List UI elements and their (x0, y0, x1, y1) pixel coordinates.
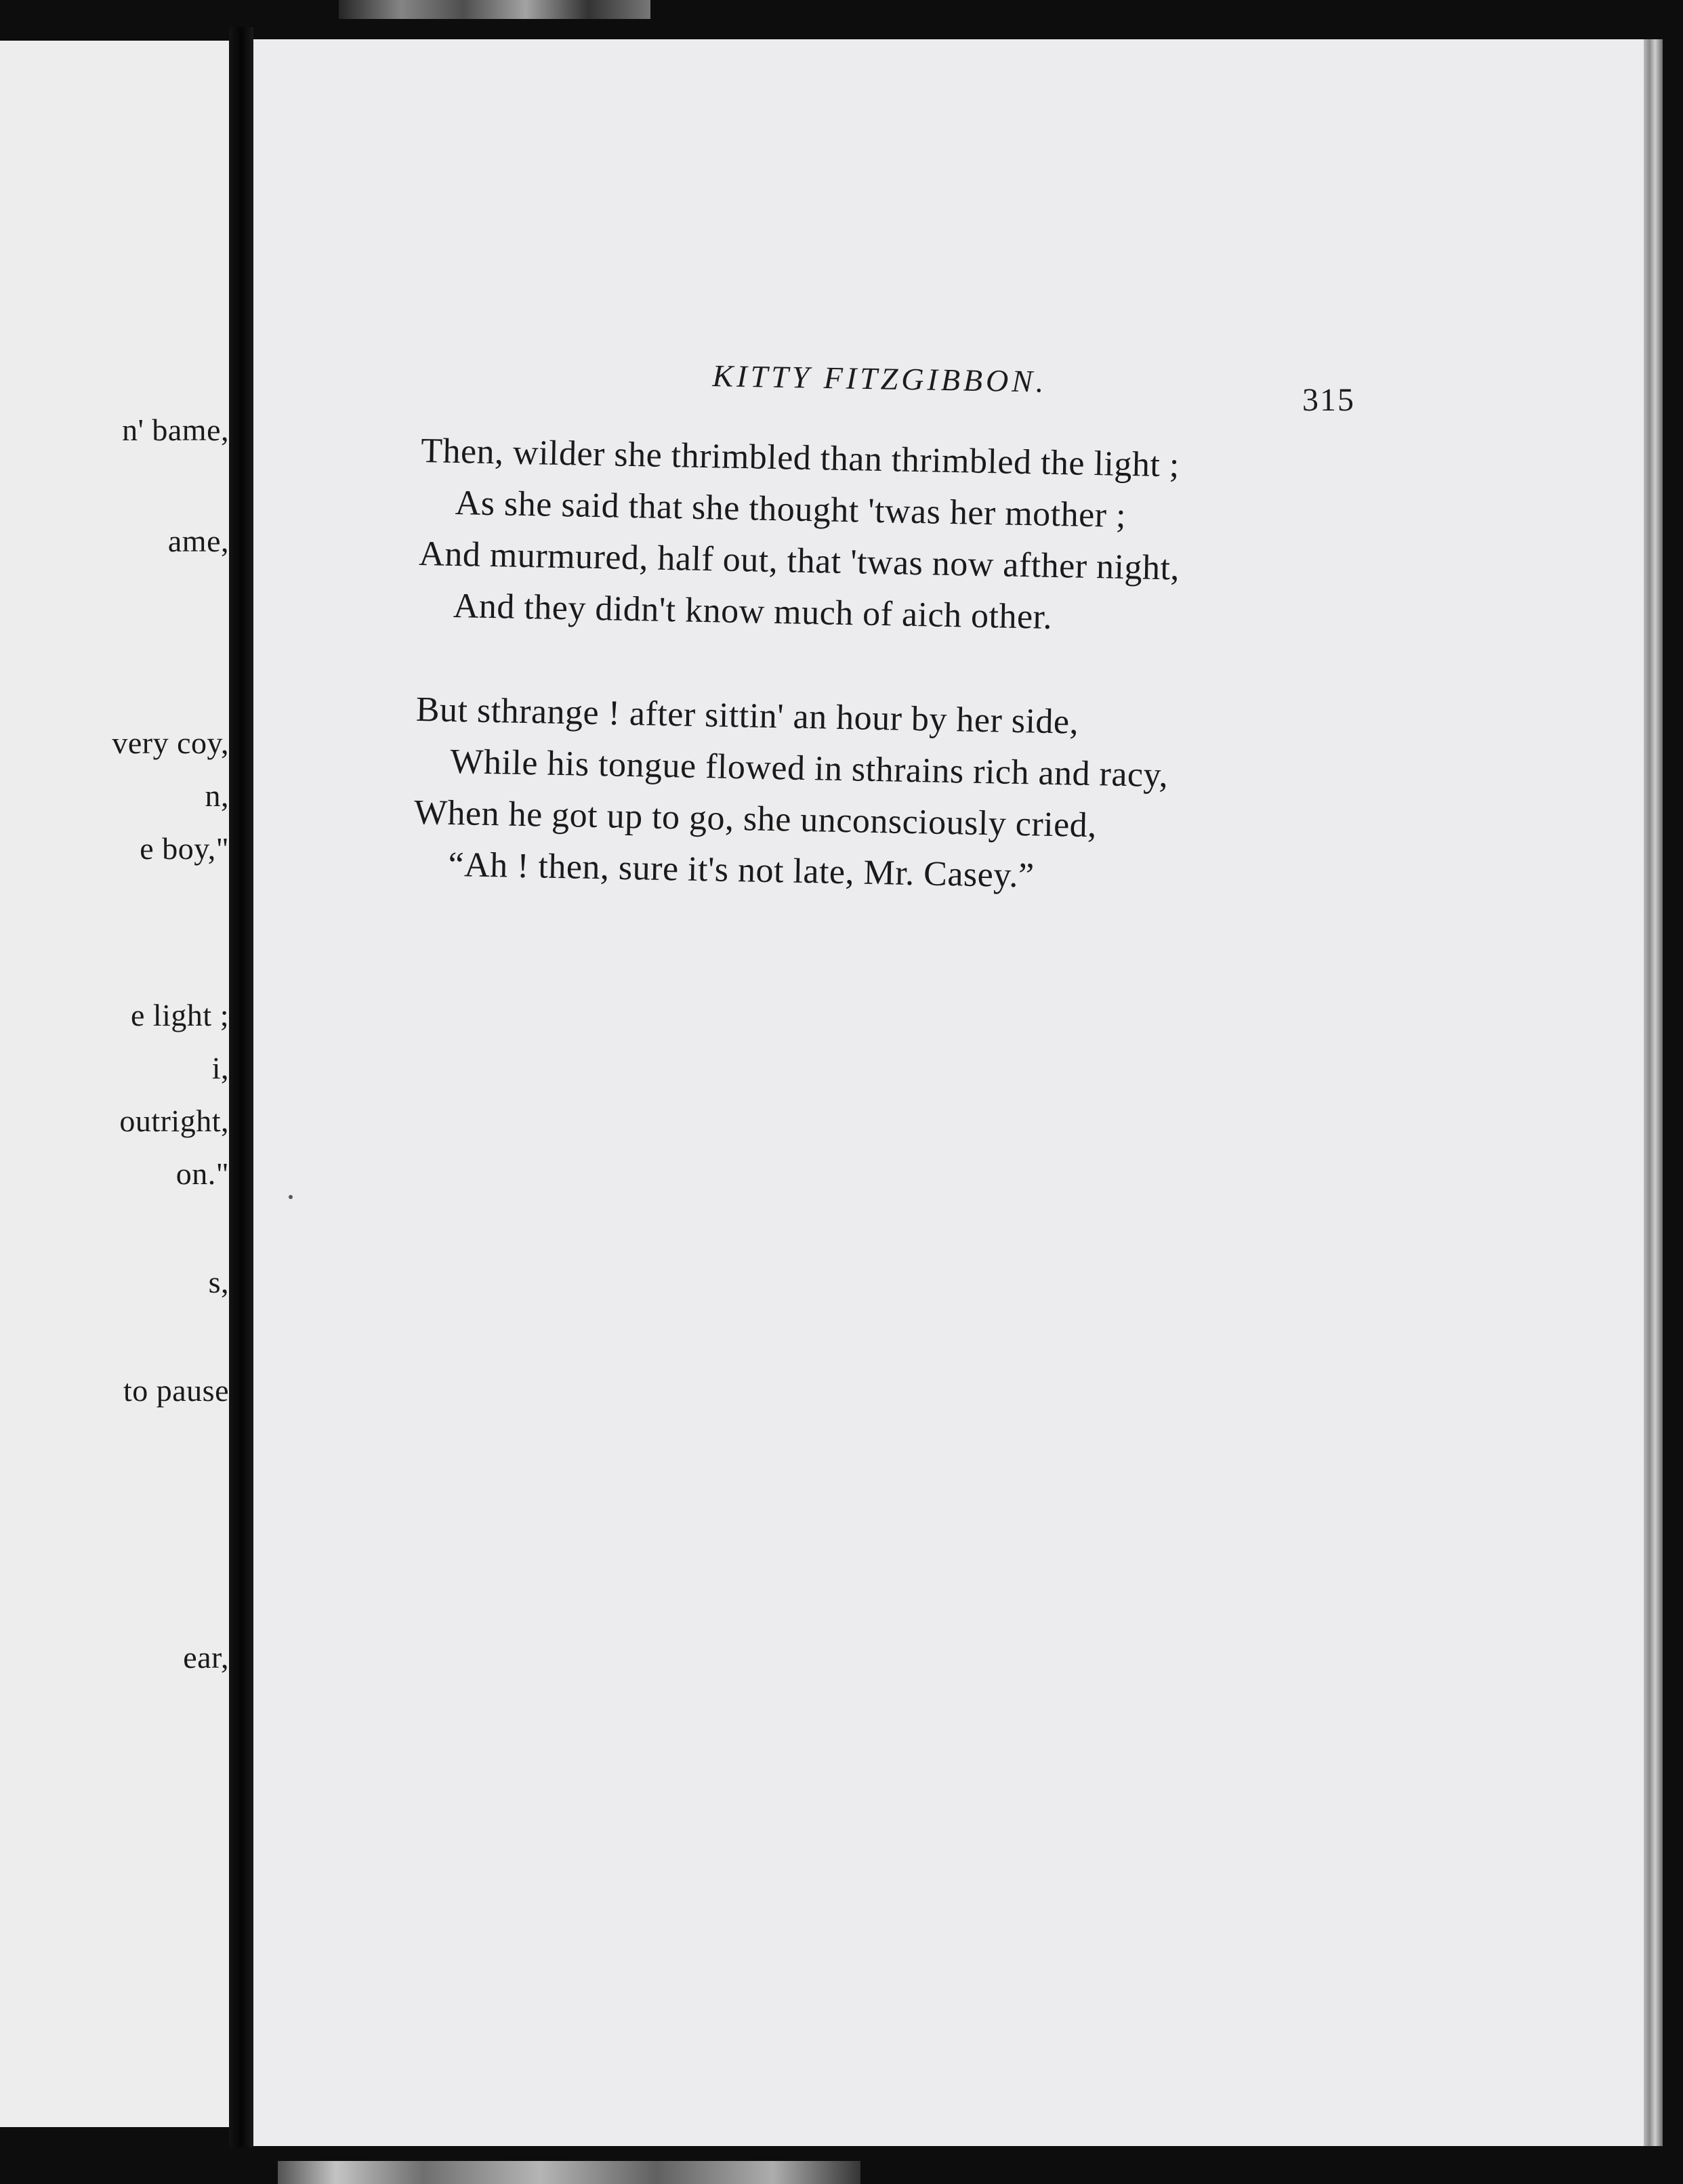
left-page-fragment: e boy," (140, 831, 229, 866)
poem-line: And murmured, half out, that 'twas now afther night, (418, 534, 1180, 588)
left-page-fragment: i, (211, 1051, 229, 1085)
left-page-fragment: on." (175, 1156, 229, 1191)
book-gutter (229, 27, 253, 2147)
left-page (0, 41, 229, 2127)
paper-speck (289, 1195, 293, 1199)
page-fore-edge (1644, 39, 1663, 2146)
poem-text (411, 425, 1437, 963)
poem-line: And they didn't know much of aich other. (453, 586, 1053, 637)
left-page-fragment: n' bame, (122, 413, 229, 447)
left-page-fragment: e light ; (130, 998, 229, 1032)
running-head: KITTY FITZGIBBON. (712, 358, 1047, 399)
left-page-fragment: ame, (167, 524, 229, 558)
right-page (253, 39, 1663, 2146)
poem-line: As she said that she thought 'twas her mother ; (455, 483, 1127, 535)
poem-line: But sthrange ! after sittin' an hour by her side, (415, 690, 1079, 742)
poem-line: “Ah ! then, sure it's not late, Mr. Casey.” (448, 845, 1035, 896)
left-page-fragment: s, (208, 1265, 229, 1299)
poem-line: When he got up to go, she unconsciously cried, (413, 793, 1098, 845)
left-page-fragment: to pause (123, 1373, 229, 1408)
scan-edge-bottom (278, 2161, 860, 2184)
stanza (413, 684, 1433, 910)
stanza (417, 425, 1438, 651)
left-page-fragment: outright, (119, 1104, 229, 1138)
page-number: 315 (1302, 382, 1355, 418)
left-page-fragment: ear, (183, 1640, 229, 1675)
left-page-fragment: n, (205, 778, 229, 813)
scan-edge-top (339, 0, 650, 19)
poem-line: While his tongue flowed in sthrains rich and racy, (449, 742, 1169, 795)
poem-line: Then, wilder she thrimbled than thrimbled the light ; (420, 431, 1180, 485)
left-page-fragment: very coy, (112, 726, 229, 760)
